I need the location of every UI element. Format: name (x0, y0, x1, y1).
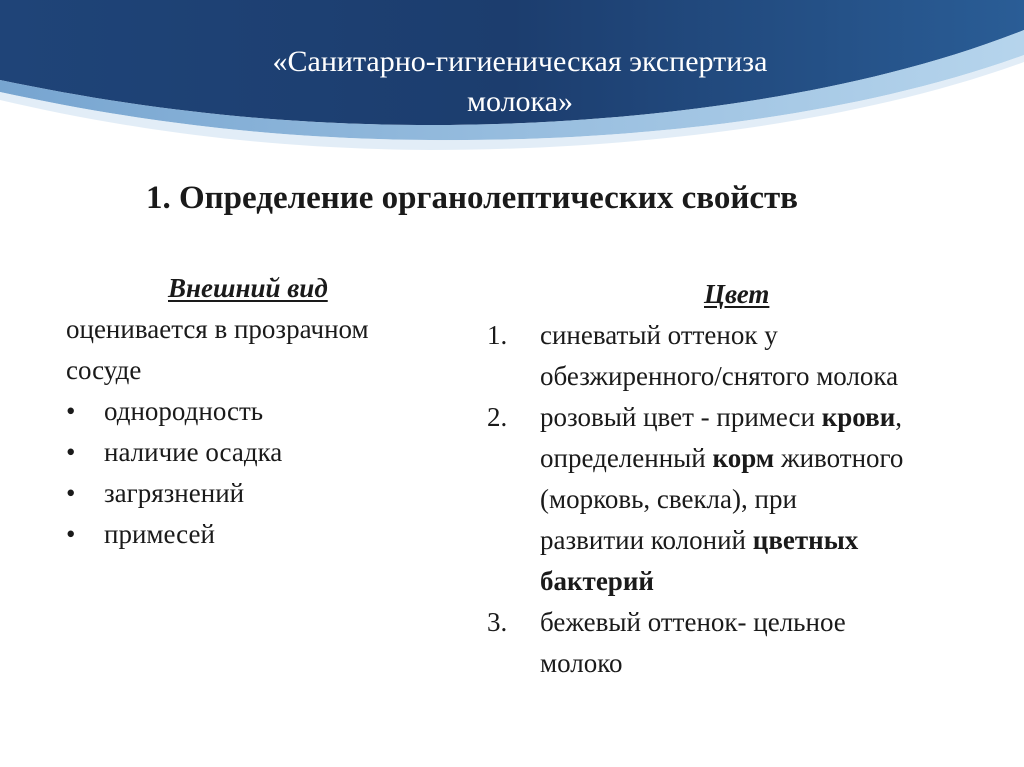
slide-title-line-2: молока» (467, 85, 573, 118)
bullet-icon: • (66, 396, 76, 426)
list-item-line: молоко (540, 648, 623, 678)
list-item (487, 315, 1017, 397)
color-column (487, 274, 1017, 684)
list-item-line: определенный (540, 443, 713, 473)
list-item-line: , (895, 402, 903, 432)
appearance-intro-line-2: сосуде (66, 355, 142, 385)
item-number: 1. (487, 320, 508, 350)
list-item-text: загрязнений (104, 478, 245, 508)
appearance-intro-line-1: оценивается в прозрачном (66, 314, 369, 344)
bullet-icon: • (66, 478, 76, 508)
section-title: 1. Определение органолептических свойств (146, 180, 799, 216)
color-heading: Цвет (704, 279, 770, 309)
list-item-line: розовый цвет - примеси (540, 402, 822, 432)
list-item (66, 432, 466, 473)
list-item-line: (морковь, свекла), при (540, 484, 797, 514)
bullet-icon: • (66, 519, 76, 549)
list-item-line: синеватый оттенок у (540, 320, 778, 350)
appearance-heading: Внешний вид (168, 273, 328, 303)
list-item (487, 602, 1017, 684)
item-number: 3. (487, 607, 508, 637)
list-item (487, 397, 1017, 602)
list-item (66, 473, 466, 514)
item-number: 2. (487, 402, 508, 432)
list-item-line: обезжиренного/снятого молока (540, 361, 899, 391)
list-item-line: развитии колоний (540, 525, 753, 555)
list-item (66, 514, 466, 555)
slide-title (150, 42, 890, 122)
list-item-text: однородность (104, 396, 264, 426)
appearance-intro (66, 309, 466, 391)
emphasis-feed: корм (712, 443, 775, 473)
slide-title-line-1: «Санитарно-гигиеническая экспертиза (272, 45, 768, 78)
appearance-column (66, 268, 466, 555)
list-item (66, 391, 466, 432)
color-list (487, 315, 1017, 684)
appearance-list (66, 391, 466, 555)
list-item-line: бежевый оттенок- цельное (540, 607, 846, 637)
emphasis-colored: цветных (752, 525, 859, 555)
list-item-line: животного (774, 443, 904, 473)
emphasis-bacteria: бактерий (540, 566, 654, 596)
emphasis-blood: крови (821, 402, 896, 432)
bullet-icon: • (66, 437, 76, 467)
list-item-text: наличие осадка (104, 437, 283, 467)
list-item-text: примесей (104, 519, 215, 549)
